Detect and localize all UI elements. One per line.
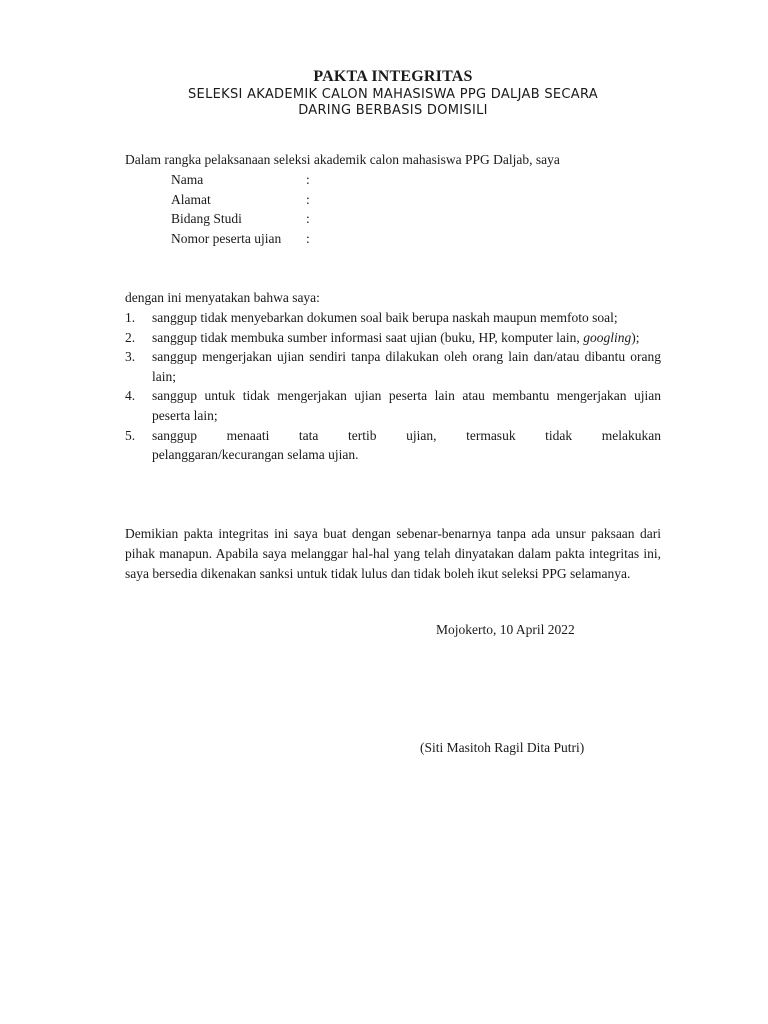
signature-name: (Siti Masitoh Ragil Dita Putri) (420, 740, 585, 755)
list-text-line1: sanggup menaati tata tertib ujian, termasuk tidak melakukan (152, 427, 661, 443)
statement-list (125, 308, 661, 465)
list-item (125, 386, 661, 425)
list-text-italic: googling (583, 329, 632, 345)
list-text: sanggup mengerjakan ujian sendiri tanpa dilakukan oleh orang lain dan/atau dibantu orang lain; (152, 349, 661, 384)
place-date: Mojokerto, 10 April 2022 (436, 622, 575, 637)
field-separator: : (306, 211, 310, 226)
list-text: sanggup untuk tidak mengerjakan ujian peserta lain atau membantu mengerjakan ujian peserta lain; (152, 388, 661, 423)
list-item (125, 328, 661, 348)
list-text-end: ); (631, 329, 640, 345)
list-number: 3. (125, 349, 136, 365)
field-alamat (171, 190, 310, 210)
list-item (125, 426, 661, 465)
field-nomor-peserta (171, 229, 310, 249)
list-number: 2. (125, 329, 136, 345)
field-label: Nomor peserta ujian (171, 231, 282, 246)
field-separator: : (306, 231, 310, 246)
field-nama (171, 170, 310, 190)
document-title: PAKTA INTEGRITAS (313, 68, 473, 85)
list-number: 5. (125, 427, 136, 443)
list-text-line2: pelanggaran/kecurangan selama ujian. (152, 447, 359, 463)
field-label: Alamat (171, 192, 211, 207)
list-number: 1. (125, 310, 136, 325)
list-text: sanggup tidak menyebarkan dokumen soal baik berupa naskah maupun memfoto soal; (152, 310, 618, 325)
field-separator: : (306, 192, 310, 207)
field-bidang-studi (171, 209, 310, 229)
intro-paragraph: Dalam rangka pelaksanaan seleksi akademik calon mahasiswa PPG Daljab, saya (125, 152, 560, 167)
field-label: Bidang Studi (171, 211, 242, 226)
list-item (125, 308, 661, 328)
declaration-intro: dengan ini menyatakan bahwa saya: (125, 290, 320, 305)
list-number: 4. (125, 388, 136, 404)
closing-paragraph: Demikian pakta integritas ini saya buat dengan sebenar-benarnya tanpa ada unsur paksaan dari pihak manapun. Apabila saya melanggar hal-hal yang telah dinyatakan dalam pakta integritas ini, saya bersedia dikenakan sanksi untuk tidak lulus dan tidak boleh ikut seleksi PPG selamanya. (125, 526, 661, 581)
field-label: Nama (171, 172, 204, 187)
list-item (125, 347, 661, 386)
field-separator: : (306, 172, 310, 187)
list-text: sanggup tidak membuka sumber informasi saat ujian (buku, HP, komputer lain, (152, 329, 584, 345)
document-subtitle-line2: DARING BERBASIS DOMISILI (298, 103, 488, 118)
document-subtitle-line1: SELEKSI AKADEMIK CALON MAHASISWA PPG DALJAB SECARA (188, 87, 598, 102)
